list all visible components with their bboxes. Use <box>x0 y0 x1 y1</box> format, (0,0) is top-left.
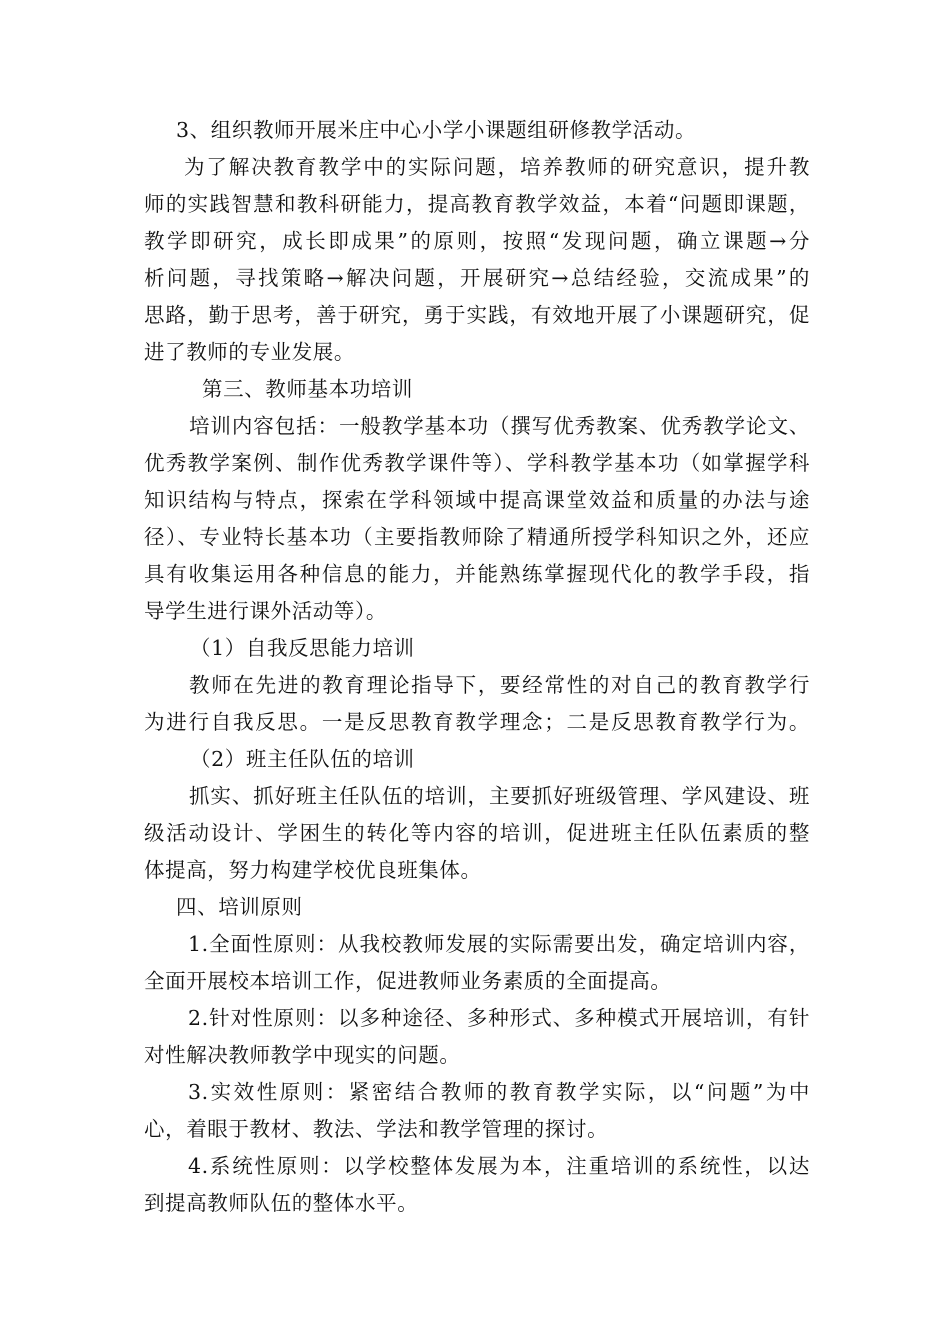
text-line: 级活动设计、学困生的转化等内容的培训，促进班主任队伍素质的整 <box>144 821 810 845</box>
text-line: 径）、专业特长基本功（主要指教师除了精通所授学科知识之外，还应 <box>144 525 810 549</box>
text-line: 对性解决教师教学中现实的问题。 <box>144 1043 461 1067</box>
text-line: 体提高，努力构建学校优良班集体。 <box>144 858 482 882</box>
text-line: 进了教师的专业发展。 <box>144 340 355 364</box>
text-line: 优秀教学案例、制作优秀教学课件等）、学科教学基本功（如掌握学科 <box>144 451 810 475</box>
text-line: 1.全面性原则：从我校教师发展的实际需要出发，确定培训内容， <box>188 932 810 956</box>
text-line: 培训内容包括：一般教学基本功（撰写优秀教案、优秀教学论文、 <box>189 414 810 438</box>
text-line: 为进行自我反思。一是反思教育教学理念；二是反思教育教学行为。 <box>144 710 810 734</box>
text-line: 2.针对性原则：以多种途径、多种形式、多种模式开展培训，有针 <box>188 1006 810 1030</box>
text-line: 4.系统性原则：以学校整体发展为本，注重培训的系统性，以达 <box>188 1154 810 1178</box>
section-heading: 四、培训原则 <box>176 895 303 919</box>
subsection-heading: （1）自我反思能力培训 <box>190 636 415 660</box>
text-line: 导学生进行课外活动等）。 <box>144 599 387 623</box>
text-line: 到提高教师队伍的整体水平。 <box>144 1191 419 1215</box>
text-line: 3.实效性原则：紧密结合教师的教育教学实际，以“问题”为中 <box>188 1080 810 1104</box>
text-line: 具有收集运用各种信息的能力，并能熟练掌握现代化的教学手段，指 <box>144 562 810 586</box>
text-line: 为了解决教育教学中的实际问题，培养教师的研究意识，提升教 <box>184 155 810 179</box>
text-line: 析问题，寻找策略→解决问题，开展研究→总结经验，交流成果”的 <box>144 266 810 290</box>
text-line: 知识结构与特点，探索在学科领域中提高课堂效益和质量的办法与途 <box>144 488 810 512</box>
text-line: 思路，勤于思考，善于研究，勇于实践，有效地开展了小课题研究，促 <box>144 303 810 327</box>
section-heading: 第三、教师基本功培训 <box>202 377 413 401</box>
text-line: 教师在先进的教育理论指导下，要经常性的对自己的教育教学行 <box>189 673 810 697</box>
text-line: 3、组织教师开展米庄中心小学小课题组研修教学活动。 <box>176 118 697 142</box>
subsection-heading: （2）班主任队伍的培训 <box>190 747 415 771</box>
text-line: 心，着眼于教材、教法、学法和教学管理的探讨。 <box>144 1117 609 1141</box>
text-line: 教学即研究，成长即成果”的原则，按照“发现问题，确立课题→分 <box>144 229 810 253</box>
text-line: 全面开展校本培训工作，促进教师业务素质的全面提高。 <box>144 969 672 993</box>
text-line: 抓实、抓好班主任队伍的培训，主要抓好班级管理、学风建设、班 <box>189 784 810 808</box>
text-line: 师的实践智慧和教科研能力，提高教育教学效益，本着“问题即课题， <box>144 192 810 216</box>
